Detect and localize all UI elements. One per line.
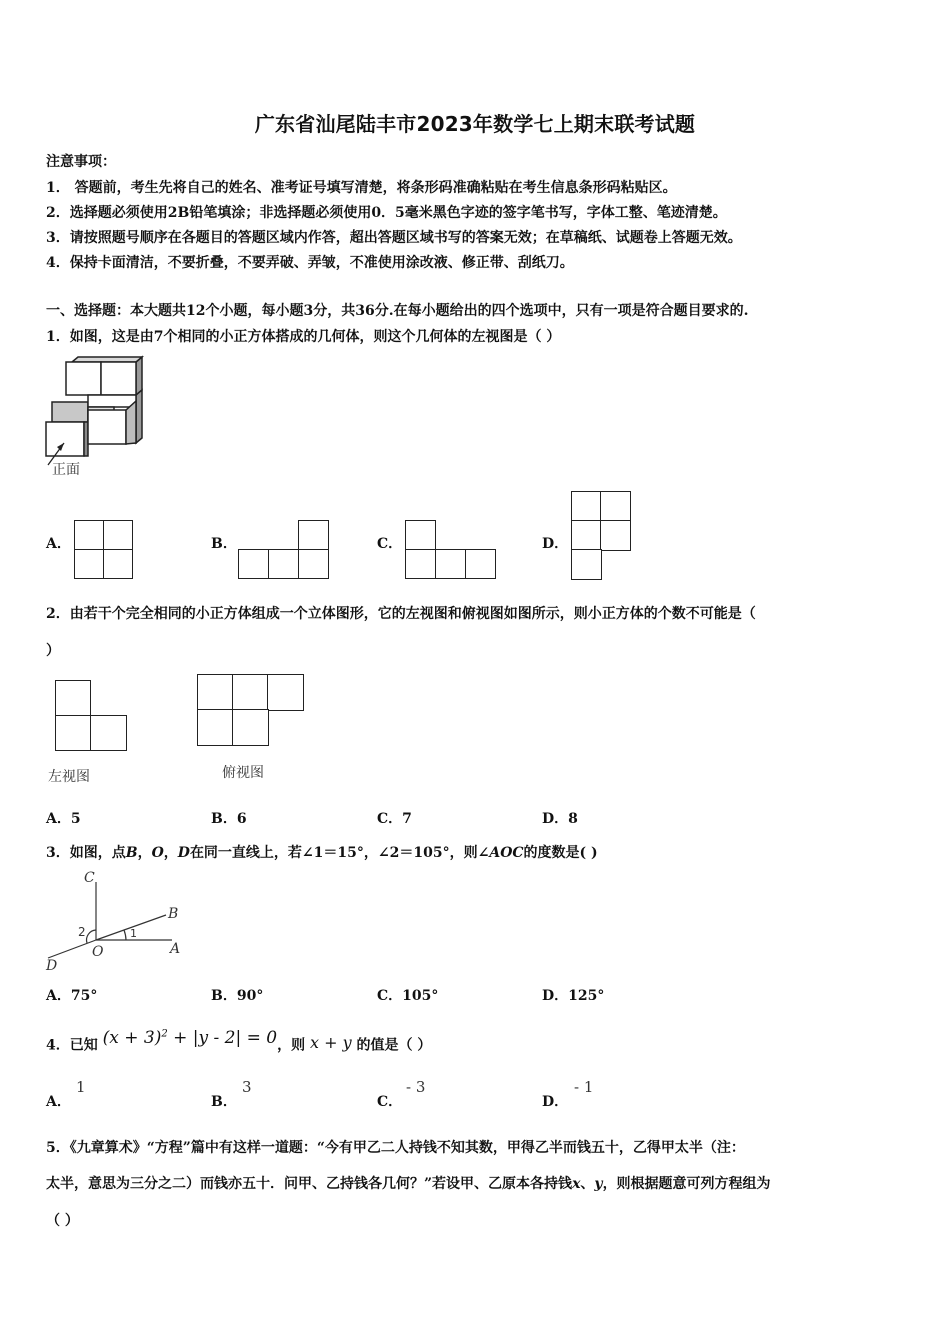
q4-option-b-value: 3 — [242, 1078, 252, 1096]
q3-label-c: C — [84, 870, 95, 886]
q2-option-d: D．8 — [542, 811, 578, 827]
q3-option-b: B．90° — [211, 988, 264, 1004]
q3-label-angle1: 1 — [130, 927, 137, 940]
q3-angle-name: AOC — [489, 845, 524, 861]
notice-item-4: 4．保持卡面清洁，不要折叠，不要弄破、弄皱，不准使用涂改液、修正带、刮纸刀。 — [46, 255, 574, 271]
q1-option-b-figure — [238, 520, 330, 580]
angle-diagram — [44, 870, 184, 976]
q2-left-view — [48, 680, 138, 790]
q4-option-b-label: B． — [211, 1094, 237, 1110]
q5-line1: 5．《九章算术》“方程”篇中有这样一道题：“今有甲乙二人持钱不知其数，甲得乙半而钱五十，乙得甲太半（注： — [46, 1140, 745, 1156]
q1-option-d-figure — [571, 491, 633, 581]
q1-isometric-figure — [42, 355, 152, 480]
q4-option-d-label: D． — [542, 1094, 569, 1110]
q2-top-view — [197, 674, 309, 784]
q1-option-d-label: D． — [542, 536, 569, 552]
q3-option-a: A．75° — [46, 988, 98, 1004]
q4-option-c-label: C． — [377, 1094, 403, 1110]
q4-option-d-value: - 1 — [574, 1078, 594, 1096]
q2-option-b: B．6 — [211, 811, 247, 827]
q3-angle-figure — [44, 870, 184, 976]
q3-stem: 3．如图，点B，O，D在同一直线上，若∠1＝15°，∠2＝105°，则∠AOC的度数是( ) — [46, 845, 598, 861]
q5-var-y: y — [594, 1176, 603, 1192]
document-title: 广东省汕尾陆丰市2023年数学七上期末联考试题 — [254, 112, 696, 136]
q5-line3: （ ） — [46, 1213, 79, 1229]
q3-option-c: C．105° — [377, 988, 439, 1004]
q3-label-b: B — [168, 906, 179, 922]
q4-stem: 4．已知 $(x + 3)^2 + |y - 2| = 0$，则 x + y 的值是（ ） — [46, 1027, 432, 1054]
q1-stem: 1．如图，这是由7个相同的小正方体搭成的几何体，则这个几何体的左视图是（ ） — [46, 329, 561, 345]
notice-heading: 注意事项： — [46, 154, 116, 170]
q3-label-o: O — [92, 944, 104, 960]
q4-option-a-label: A． — [46, 1094, 71, 1110]
section-heading: 一、选择题：本大题共12个小题，每小题3分，共36分.在每小题给出的四个选项中，只有一项是符合题目要求的. — [46, 303, 749, 319]
q3-point-o: O — [151, 845, 164, 861]
q1-option-a-label: A． — [46, 536, 71, 552]
q1-front-label: 正面 — [52, 462, 80, 478]
notice-item-3: 3．请按照题号顺序在各题目的答题区域内作答，超出答题区域书写的答案无效；在草稿纸、试题卷上答题无效。 — [46, 230, 742, 246]
q1-option-b-label: B． — [211, 536, 237, 552]
q1-option-c-label: C． — [377, 536, 403, 552]
q3-label-d: D — [46, 958, 58, 974]
q3-point-d: D — [177, 845, 190, 861]
q2-stem-line2: ） — [46, 643, 60, 659]
q2-left-view-label: 左视图 — [48, 769, 90, 785]
q1-option-c-figure — [405, 520, 497, 580]
q5-var-x: x — [572, 1176, 581, 1192]
q3-label-angle2: 2 — [78, 925, 86, 939]
notice-item-1: 1． 答题前，考生先将自己的姓名、准考证号填写清楚，将条形码准确粘贴在考生信息条形码粘贴区。 — [46, 180, 677, 196]
q2-option-a: A．5 — [46, 811, 81, 827]
q1-option-a-figure — [74, 520, 134, 580]
q5-line2: 太半，意思为三分之二）而钱亦五十．问甲、乙持钱各几何？”若设甲、乙原本各持钱x、y，则根据题意可列方程组为 — [46, 1176, 771, 1192]
notice-item-2: 2．选择题必须使用2B铅笔填涂；非选择题必须使用0．5毫米黑色字迹的签字笔书写，字体工整、笔迹清楚。 — [46, 205, 727, 221]
q4-sum-expression: x + y — [309, 1032, 352, 1052]
q4-equation: $(x + 3)^2 + |y - 2| = 0$ — [102, 1027, 278, 1048]
q4-option-c-value: - 3 — [406, 1078, 426, 1096]
q3-point-b: B — [125, 845, 138, 861]
q2-top-view-label: 俯视图 — [222, 765, 264, 781]
q4-option-a-value: 1 — [76, 1078, 86, 1096]
q3-label-a: A — [170, 941, 181, 957]
q3-option-d: D．125° — [542, 988, 605, 1004]
q2-stem-line1: 2．由若干个完全相同的小正方体组成一个立体图形，它的左视图和俯视图如图所示，则小正方体的个数不可能是（ — [46, 606, 756, 622]
q2-option-c: C．7 — [377, 811, 412, 827]
